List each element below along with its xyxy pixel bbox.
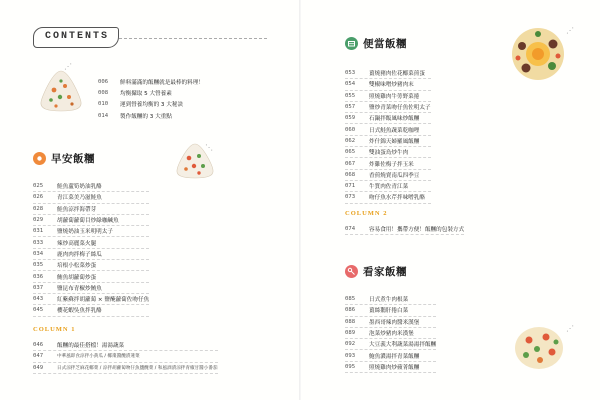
section-title: 早安飯糰	[51, 153, 95, 165]
list-item[interactable]: 006 鮮料滿滿的飯糰就是最棒的料理！	[98, 78, 204, 86]
breakfast-list	[33, 181, 149, 317]
list-item[interactable]: 062 炸什錦天婦羅風飯糰	[345, 136, 431, 147]
section-heading-bento	[345, 36, 407, 51]
list-item[interactable]: 014 製作飯糰的 3 大重點	[98, 112, 172, 120]
onigiri-illustration	[36, 66, 86, 114]
list-item[interactable]: 073 吻仔魚水芹拌味噌乳酪	[345, 192, 431, 203]
home-list	[345, 294, 436, 373]
bento-box-icon	[345, 37, 358, 50]
list-item[interactable]: 031 鹽燒奶油玉米明明太子	[33, 226, 149, 237]
list-item[interactable]: 088 墨西哥辣肉醬米漢堡	[345, 317, 436, 328]
sparkle-doodle: ⋰	[566, 324, 574, 333]
page-gutter	[299, 0, 301, 400]
house-key-icon	[345, 265, 358, 278]
intro-list	[98, 76, 204, 121]
list-item[interactable]: 057 鹽炒青菜吻仔魚佐明太子	[345, 102, 431, 113]
list-item[interactable]: 045 櫻花蝦吳魚拌乳酪	[33, 305, 149, 316]
list-item[interactable]: 034 鹿肉肉拌梅子絲瓜	[33, 249, 149, 260]
sparkle-doodle: ⋱	[205, 143, 213, 152]
contents-title: CONTENTS	[44, 31, 109, 42]
list-item[interactable]: 067 炸雞佐梅子拌玉米	[345, 158, 431, 169]
list-item[interactable]: 059 石鍋拌飯風味炒飯糰	[345, 113, 431, 124]
bento-list	[345, 68, 431, 204]
list-item[interactable]: 046 飯糰的最佳搭檔！湯湯蔬菜	[33, 340, 218, 351]
list-item[interactable]: 071 牛質肉佐青江菜	[345, 181, 431, 192]
list-item[interactable]: 049 日式涼拌芝麻花椰菜 / 涼拌胡蘿蔔吻仔魚鹽醃菜 / 和風酒漬涼拌青椒甘醬小番茄	[33, 363, 218, 374]
list-item[interactable]: 025 鮭魚蘆筍奶油乳酪	[33, 181, 149, 192]
list-item[interactable]: 093 鮑魚濃湯拌青菜飯糰	[345, 350, 436, 361]
section-heading-home	[345, 264, 407, 279]
list-item[interactable]: 029 胡蘿蔔蘿蔔目炒綠咖鹹魚	[33, 215, 149, 226]
list-item[interactable]: 008 均衡攝取 5 大營養素	[98, 89, 172, 97]
list-item[interactable]: 074 容易食用！攜帶方便！飯糰的包裝方式	[345, 224, 464, 235]
list-item[interactable]: 036 鮪魚胡蘿蔔炒蛋	[33, 271, 149, 282]
list-item[interactable]: 065 雙油蛋鳥炒牛肉	[345, 147, 431, 158]
contents-heading-box	[33, 27, 119, 48]
sun-icon	[33, 152, 46, 165]
list-item[interactable]: 053 薑燒豬肉佐花椰菜煎蛋	[345, 68, 431, 79]
column-2-list	[345, 224, 464, 235]
title-divider	[119, 38, 267, 39]
list-item[interactable]: 026 青江菜美乃滋鮭魚	[33, 192, 149, 203]
list-item[interactable]: 047 中華風即食涼拌小黃瓜 / 椰棗醬醃漬蓮菜	[33, 351, 218, 362]
list-item[interactable]: 054 雙椒味噌炒豬肉末	[345, 79, 431, 90]
section-title: 看家飯糰	[363, 266, 407, 278]
list-item[interactable]: 037 鹽昆布青椒炒鮪魚	[33, 283, 149, 294]
sparkle-doodle: ⋰	[566, 26, 574, 35]
list-item[interactable]: 092 大豆義大利蔬菜湯湯拌飯糰	[345, 339, 436, 350]
list-item[interactable]: 068 香煎燒賣南瓜四季豆	[345, 170, 431, 181]
list-item[interactable]: 010 運到營養均衡的 3 大秘訣	[98, 101, 184, 109]
list-item[interactable]: 086 薑絲鵝肝捲白菜	[345, 305, 436, 316]
section-heading-breakfast	[33, 151, 95, 166]
list-item[interactable]: 085 日式煮牛肉根菜	[345, 294, 436, 305]
column-2-heading: COLUMN 2	[345, 210, 388, 217]
list-item[interactable]: 028 鮭魚涼拌海帶芽	[33, 204, 149, 215]
list-item[interactable]: 035 培根小松菜炒蛋	[33, 260, 149, 271]
list-item[interactable]: 033 辣炒高麗菜火腿	[33, 237, 149, 248]
column-1-heading: COLUMN 1	[33, 326, 76, 333]
home-onigiri-illustration	[512, 322, 566, 372]
list-item[interactable]: 095 照燒雞肉炒蘋菁飯糰	[345, 362, 436, 373]
column-1-list	[33, 340, 218, 374]
bento-onigiri-illustration	[508, 24, 568, 84]
section-title: 便當飯糰	[363, 38, 407, 50]
list-item[interactable]: 089 泡菜炒豬肉米漢堡	[345, 328, 436, 339]
sparkle-doodle: ⋰	[64, 62, 72, 71]
list-item[interactable]: 060 日式鮭魚蔬菜乾咖哩	[345, 124, 431, 135]
list-item[interactable]: 043 紅紫蘇拌胡蘿蔔 × 鹽醃蘿蔔佐吻仔魚	[33, 294, 149, 305]
list-item[interactable]: 055 照燒雞肉牛蒡野菜捲	[345, 91, 431, 102]
